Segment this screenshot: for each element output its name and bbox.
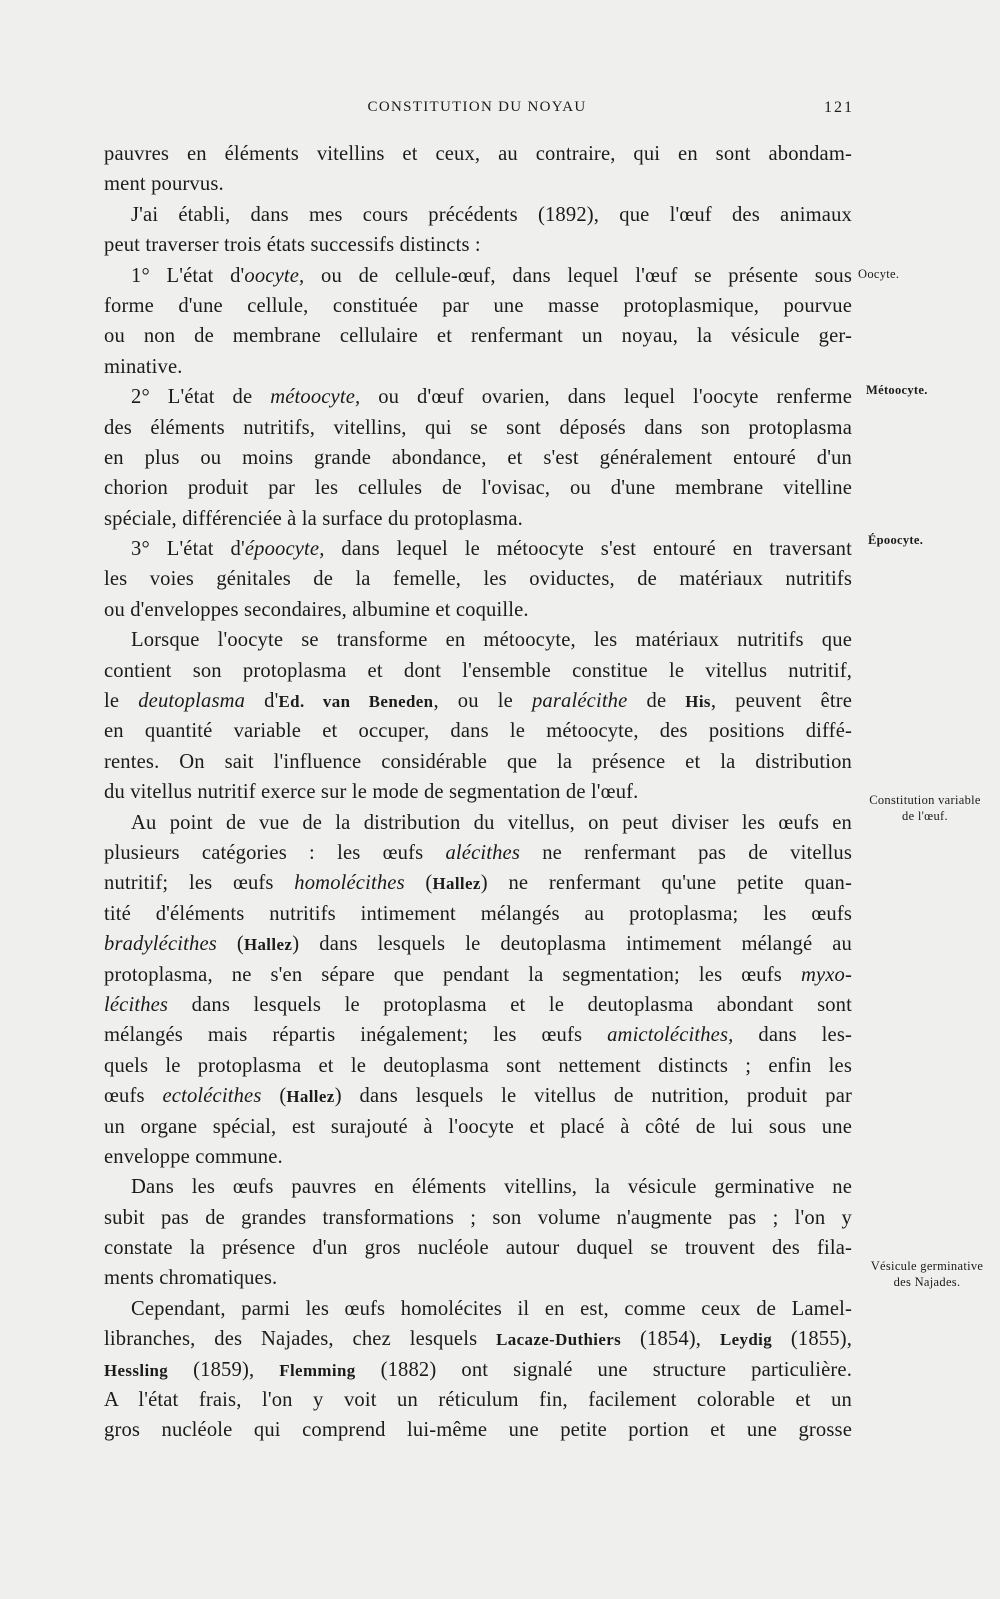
term-oocyte: oocyte, — [244, 264, 305, 287]
text-line: un organe spécial, est surajouté à l'oocyte et placé à côté de lui sous une — [104, 1115, 852, 1138]
text-run: ( — [216, 933, 244, 956]
text-line: contient son protoplasma et dont l'ensemble constitue le vitellus nutritif, — [104, 659, 852, 682]
term-bradylecithes: bradylécithes — [104, 933, 217, 956]
text-run: ) dans lesquels le vitellus de nutrition, produit par — [334, 1085, 852, 1108]
author-name: Hallez — [243, 935, 293, 955]
text-line: gros nucléole qui comprend lui-même une petite portion et une grosse — [104, 1419, 852, 1442]
author-name: Flemming — [279, 1360, 356, 1380]
text-line: rentes. On sait l'influence considérable que la présence et la distribution — [104, 750, 852, 773]
text-line — [104, 868, 852, 898]
text-line: Lorsque l'oocyte se transforme en métoocyte, les matériaux nutritifs que — [131, 629, 852, 652]
page-number: 121 — [824, 99, 854, 116]
term-paralecithe: paralécithe — [531, 690, 628, 713]
text-line: des éléments nutritifs, vitellins, qui se sont déposés dans son protoplasma — [104, 416, 852, 439]
author-name: Hallez — [286, 1087, 335, 1107]
text-line: quels le protoplasma et le deutoplasma sont nettement distincts ; enfin les — [104, 1054, 852, 1077]
text-run: œufs — [104, 1085, 163, 1108]
text-line — [104, 1081, 852, 1111]
term-homolecithes: homolécithes — [294, 872, 405, 895]
text-run: 3° L'état d' — [131, 538, 245, 561]
text-line: forme d'une cellule, constituée par une masse protoplasmique, pourvue — [104, 294, 852, 317]
text-run: le — [104, 690, 139, 713]
text-line: ment pourvus. — [104, 173, 224, 196]
author-name: Hessling — [104, 1360, 169, 1380]
text-run: 1° L'état d' — [131, 264, 245, 287]
text-line: chorion produit par les cellules de l'ovisac, ou d'une membrane vitelline — [104, 477, 852, 500]
term-deutoplasma: deutoplasma — [138, 690, 246, 713]
text-line — [104, 686, 852, 716]
text-run: (1882) ont signalé une structure particulière. — [355, 1358, 852, 1381]
text-run: ne renfermant pas de vitellus — [520, 841, 852, 864]
text-run: ) ne renfermant qu'une petite quan- — [480, 872, 852, 895]
text-line: ou d'enveloppes secondaires, albumine et coquille. — [104, 598, 529, 621]
text-line: spéciale, différenciée à la surface du protoplasma. — [104, 507, 523, 530]
text-line — [104, 1020, 852, 1050]
text-line: en quantité variable et occuper, dans le métoocyte, des positions diffé- — [104, 720, 852, 743]
author-name: Ed. van Beneden — [278, 692, 434, 712]
text-line: enveloppe commune. — [104, 1145, 283, 1168]
term-ectolecithes: ectolécithes — [162, 1085, 262, 1108]
running-title: CONSTITUTION DU NOYAU — [367, 99, 587, 115]
text-line: Au point de vue de la distribution du vitellus, on peut diviser les œufs en — [131, 811, 852, 834]
text-line: constate la présence d'un gros nucléole autour duquel se trouvent des fila- — [104, 1237, 852, 1260]
text-line: du vitellus nutritif exerce sur le mode de segmentation de l'œuf. — [104, 781, 639, 804]
text-line — [104, 382, 852, 412]
text-line: pauvres en éléments vitellins et ceux, au contraire, qui en sont abondam- — [104, 143, 852, 165]
text-run: mélangés mais répartis inégalement; les œufs — [104, 1024, 608, 1047]
margin-note-epoocyte: Époocyte. — [868, 533, 924, 547]
text-run: 2° L'état de — [131, 386, 271, 409]
margin-note-vesicule: Vésicule germinative des Najades. — [870, 1259, 984, 1289]
text-line: peut traverser trois états successifs distincts : — [104, 234, 481, 257]
text-line: les voies génitales de la femelle, les oviductes, de matériaux nutritifs — [104, 568, 852, 591]
text-line — [104, 960, 852, 990]
text-run: nutritif; les œufs — [104, 872, 295, 895]
text-run: dans les- — [733, 1024, 852, 1047]
author-name: His — [685, 692, 711, 712]
text-run: , peuvent être — [710, 690, 853, 713]
text-line — [104, 261, 852, 291]
text-run: , ou le — [433, 690, 532, 713]
term-alecithes: alécithes — [445, 841, 521, 864]
text-line: Dans les œufs pauvres en éléments vitellins, la vésicule germinative ne — [131, 1176, 852, 1199]
term-amictolecithes: amictolécithes, — [607, 1024, 734, 1047]
text-line — [104, 838, 852, 868]
text-line — [104, 929, 852, 959]
term-myxolecithes: myxo- — [800, 963, 852, 986]
text-run: plusieurs catégories : les œufs — [104, 841, 446, 864]
body-text — [104, 139, 852, 1446]
margin-note-oocyte: Oocyte. — [858, 267, 900, 281]
term-metoocyte: métoocyte, — [270, 386, 361, 409]
author-name: Leydig — [719, 1330, 773, 1350]
text-line: minative. — [104, 355, 183, 378]
author-name: Lacaze-Duthiers — [496, 1330, 622, 1350]
text-line: J'ai établi, dans mes cours précédents (1892), que l'œuf des animaux — [131, 203, 852, 226]
text-run: ou de cellule-œuf, dans lequel l'œuf se présente sous — [304, 264, 853, 287]
text-line — [104, 990, 852, 1020]
text-run: libranches, des Najades, chez lesquels — [104, 1328, 497, 1351]
text-line: A l'état frais, l'on y voit un réticulum fin, facilement colorable et un — [104, 1389, 852, 1412]
text-run: ( — [261, 1085, 287, 1108]
text-run: ou d'œuf ovarien, dans lequel l'oocyte renferme — [360, 386, 852, 409]
term-myxolecithes: lécithes — [104, 993, 169, 1016]
text-run: (1855), — [772, 1328, 852, 1351]
author-name: Hallez — [432, 874, 481, 894]
text-run: (1854), — [621, 1328, 720, 1351]
text-run: ) dans lesquels le deutoplasma intimement mélangé au — [292, 933, 852, 956]
text-run: dans lequel le métoocyte s'est entouré en traversant — [324, 538, 852, 561]
term-epoocyte: époocyte, — [244, 538, 325, 561]
text-line — [104, 1355, 852, 1385]
margin-note-metoocyte: Métoocyte. — [866, 383, 928, 397]
page-header — [100, 99, 854, 125]
text-line — [104, 534, 852, 564]
margin-note-constitution: Constitution variable de l'œuf. — [869, 793, 981, 823]
text-line: Cependant, parmi les œufs homolécites il en est, comme ceux de Lamel- — [131, 1297, 852, 1320]
text-run: protoplasma, ne s'en sépare que pendant la segmentation; les œufs — [104, 963, 801, 986]
text-line: ments chromatiques. — [104, 1267, 278, 1290]
text-line: en plus ou moins grande abondance, et s'est généralement entouré d'un — [104, 446, 852, 469]
text-run: dans lesquels le protoplasma et le deutoplasma abondant sont — [168, 993, 852, 1016]
text-run: ( — [404, 872, 433, 895]
text-run: (1859), — [168, 1358, 280, 1381]
text-run: d' — [245, 690, 279, 713]
text-line: tité d'éléments nutritifs intimement mélangés au protoplasma; les œufs — [104, 902, 852, 925]
text-line: ou non de membrane cellulaire et renfermant un noyau, la vésicule ger- — [104, 325, 852, 348]
text-line — [104, 1324, 852, 1354]
text-line: subit pas de grandes transformations ; son volume n'augmente pas ; l'on y — [104, 1206, 852, 1229]
text-run: de — [627, 690, 686, 713]
